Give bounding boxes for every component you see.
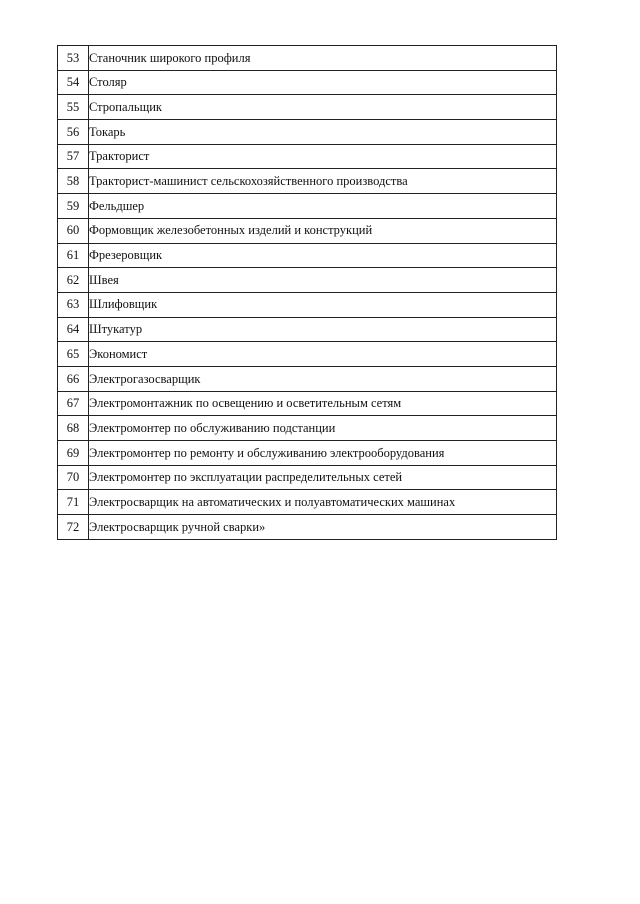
- row-number: 68: [58, 416, 89, 441]
- profession-name: Электромонтер по обслуживанию подстанции: [89, 416, 557, 441]
- table-row: [58, 292, 557, 317]
- profession-name: Тракторист: [89, 144, 557, 169]
- table-row: [58, 391, 557, 416]
- row-number: 53: [58, 46, 89, 71]
- table-row: [58, 366, 557, 391]
- profession-name: Электромонтажник по освещению и осветительным сетям: [89, 391, 557, 416]
- profession-name: Швея: [89, 268, 557, 293]
- profession-name: Столяр: [89, 70, 557, 95]
- row-number: 61: [58, 243, 89, 268]
- profession-name: Электромонтер по эксплуатации распределительных сетей: [89, 465, 557, 490]
- row-number: 54: [58, 70, 89, 95]
- row-number: 71: [58, 490, 89, 515]
- table-row: [58, 144, 557, 169]
- table-row: [58, 46, 557, 71]
- row-number: 64: [58, 317, 89, 342]
- table-row: [58, 194, 557, 219]
- row-number: 63: [58, 292, 89, 317]
- row-number: 55: [58, 95, 89, 120]
- table-row: [58, 465, 557, 490]
- profession-name: Токарь: [89, 120, 557, 145]
- row-number: 59: [58, 194, 89, 219]
- table-row: [58, 218, 557, 243]
- table-row: [58, 441, 557, 466]
- table-row: [58, 416, 557, 441]
- row-number: 65: [58, 342, 89, 367]
- professions-table: [57, 45, 557, 540]
- profession-name: Тракторист-машинист сельскохозяйственного производства: [89, 169, 557, 194]
- table-row: [58, 317, 557, 342]
- professions-table-body: [58, 46, 557, 540]
- profession-name: Экономист: [89, 342, 557, 367]
- row-number: 70: [58, 465, 89, 490]
- table-row: [58, 268, 557, 293]
- profession-name: Формовщик железобетонных изделий и конструкций: [89, 218, 557, 243]
- profession-name: Электромонтер по ремонту и обслуживанию электрооборудования: [89, 441, 557, 466]
- table-row: [58, 120, 557, 145]
- table-row: [58, 342, 557, 367]
- row-number: 66: [58, 366, 89, 391]
- row-number: 67: [58, 391, 89, 416]
- profession-name: Стропальщик: [89, 95, 557, 120]
- table-row: [58, 95, 557, 120]
- profession-name: Фельдшер: [89, 194, 557, 219]
- row-number: 56: [58, 120, 89, 145]
- row-number: 62: [58, 268, 89, 293]
- profession-name: Шлифовщик: [89, 292, 557, 317]
- table-row: [58, 243, 557, 268]
- table-row: [58, 70, 557, 95]
- profession-name: Штукатур: [89, 317, 557, 342]
- profession-name: Фрезеровщик: [89, 243, 557, 268]
- table-row: [58, 490, 557, 515]
- row-number: 57: [58, 144, 89, 169]
- row-number: 72: [58, 515, 89, 540]
- table-row: [58, 169, 557, 194]
- row-number: 58: [58, 169, 89, 194]
- table-row: [58, 515, 557, 540]
- profession-name: Электрогазосварщик: [89, 366, 557, 391]
- profession-name: Электросварщик на автоматических и полуавтоматических машинах: [89, 490, 557, 515]
- profession-name: Станочник широкого профиля: [89, 46, 557, 71]
- row-number: 69: [58, 441, 89, 466]
- row-number: 60: [58, 218, 89, 243]
- profession-name: Электросварщик ручной сварки»: [89, 515, 557, 540]
